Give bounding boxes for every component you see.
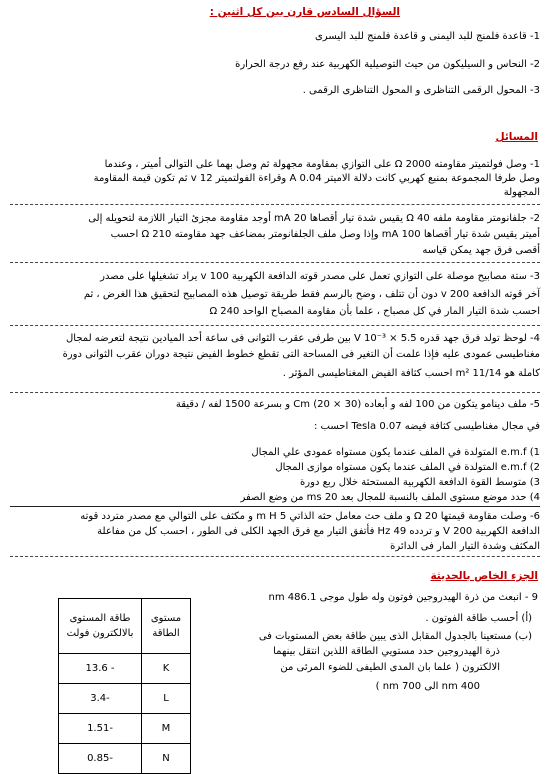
problem-5-sub-3: 3) متوسط القوة الدافعة الكهربية المستحثة خلال ربع دورة (300, 477, 540, 488)
problem-1-line-1: 1- وصل فولتميتر مقاومته 2000 Ω على التوازي بمقاومة مجهولة ثم وصل بهما على التوالى أميتر ، وعندما (104, 159, 540, 170)
problem-4-line-1: 4- لوحظ تولد فرق جهد قدره V 10⁻³ × 5.5 بين طرفى عقرب الثوانى فى ساعة أحد الميادين نتيجة لتعرضه لمجال (66, 333, 540, 344)
table-header-energy: طاقة المستوى بالالكترون فولت (59, 599, 142, 654)
table-cell-energy: -0.85 (59, 744, 142, 774)
table-cell-energy: -3.4 (59, 684, 142, 714)
compare-item-3: 3- المحول الرقمى التناظرى و المحول التناظرى الرقمى . (302, 85, 540, 96)
problem-3-line-2: آخر قوته الدافعة 200 v دون أن تتلف ، وضح بالرسم فقط طريقة توصيل هذه المصابيح لتحقيق هذا الغرض ، ثم (83, 289, 540, 300)
table-cell-level: N (142, 744, 191, 774)
table-cell-level: L (142, 684, 191, 714)
problem-5-line-2: في مجال مغناطيسى كثافة فيضه 0.07 Tesla احسب : (314, 421, 540, 432)
problem-4-line-2: مغناطيسى عمودى عليه فإذا علمت أن التغير فى المساحة التى تقطع خطوط الفيض نتيجة دوران عقرب الثوانى دورة (62, 349, 540, 360)
section1-title: السؤال السادس قارن بين كل اثنين : (209, 6, 400, 18)
table-row (59, 684, 191, 714)
problem-5-sub-1: 1) e.m.f المتولدة في الملف عندما يكون مستواه عمودى علي المجال (251, 447, 540, 458)
section3-title: الجزء الخاص بالحديثة (430, 570, 538, 582)
table-cell-energy: - 13.6 (59, 654, 142, 684)
problem-2-line-1: 2- جلفانومتر مقاومة ملفه Ω 40 يقيس شدة تيار أقصاها 20 mA أوجد مقاومة مجزئ التيار اللازمة لتحويله إلى (88, 213, 540, 224)
table-row (59, 654, 191, 684)
question-9-part-b-1: (ب) مستعينا بالجدول المقابل الذى يبين طاقة بعض المستويات فى (258, 631, 532, 642)
problem-1-line-2: وصل طرفا المجموعة بمنبع كهربي كانت دلالة الاميتر 0.04 A وقراءة الفولتميتر 12 v ثم تكون قيمة المقاومة (93, 173, 540, 184)
question-9-line-1: 9 - انبعث من ذرة الهيدروجين فوتون وله طول موجى 486.1 nm (268, 592, 538, 603)
divider (10, 204, 540, 205)
table-header-level: مستوى الطاقة (142, 599, 191, 654)
table-row (59, 744, 191, 774)
problem-1-line-3: المجهولة (503, 187, 540, 198)
divider (10, 506, 540, 507)
table-row (59, 714, 191, 744)
table-cell-level: M (142, 714, 191, 744)
question-9-part-a: (أ) أحسب طاقة الفوتون . (425, 613, 532, 624)
compare-item-1: 1- قاعدة فلمنج للبد اليمنى و قاعدة فلمنج للبد اليسرى (314, 31, 540, 42)
problem-6-line-3: المكثف وشدة التيار المار فى الدائرة (390, 541, 540, 552)
question-9-part-b-4: 400 nm الى 700 nm ) (375, 681, 480, 692)
problem-5-sub-4: 4) حدد موضع مستوى الملف بالنسبة للمجال بعد 20 ms من وضع الصفر (240, 492, 540, 503)
problem-2-line-3: أقصى فرق جهد يمكن قياسه (422, 245, 540, 256)
energy-levels-table (58, 598, 191, 774)
compare-item-2: 2- النحاس و السيليكون من حيث التوصيلية الكهربية عند رفع درجة الحرارة (235, 59, 540, 70)
problem-6-line-2: الدافعة الكهربية 200 V و تردده 49 Hz فأتفق التيار مع فرق الجهد الكلى فى الطور ، احسب كل من مفاعلة (97, 526, 540, 537)
problem-4-line-3: كاملة هو 11/14 m² احسب كثافة الفيض المغناطيسى المؤثر . (282, 368, 540, 379)
problem-6-line-1: 6- وصلت مقاومة قيمتها 20 Ω و ملف حث معامل حثه الذاتي 5 m H و مكثف على التوالي مع مصدر متردد قوته (80, 511, 540, 522)
problem-3-line-3: احسب شدة التيار المار في كل مصباح ، علما بأن مقاومة المصباح الواحد 240 Ω (209, 306, 540, 317)
table-cell-energy: -1.51 (59, 714, 142, 744)
problem-2-line-2: أميتر يقيس شدة تيار أقصاها 100 mA وإذا وصل ملف الجلفانومتر بمضاعف جهد مقاومته 210 Ω احسب (110, 229, 540, 240)
divider (10, 392, 540, 393)
section2-title: المسائل (495, 131, 538, 143)
problem-3-line-1: 3- ستة مصابيح موصلة على التوازي تعمل على مصدر قوته الدافعة الكهربية 100 v يراد تشغيلها على مصدر (100, 271, 540, 282)
problem-5-sub-2: 2) e.m.f المتولدة في الملف عندما يكون مستواه موازى المجال (275, 462, 540, 473)
divider (10, 325, 540, 326)
table-header-row (59, 599, 191, 654)
question-9-part-b-2: ذرة الهيدروجين حدد مستويي الطاقة اللذين انتقل بينهما (273, 646, 500, 657)
problem-5-line-1: 5- ملف دينامو يتكون من 100 لفه و أبعاده (30 × 20) Cm و بسرعة 1500 لفه / دقيقة (175, 399, 540, 410)
divider (10, 262, 540, 263)
question-9-part-b-3: الالكترون ( علما بان المدى الطيفى للضوء المرئى من (280, 662, 500, 673)
divider (10, 556, 540, 557)
table-cell-level: K (142, 654, 191, 684)
